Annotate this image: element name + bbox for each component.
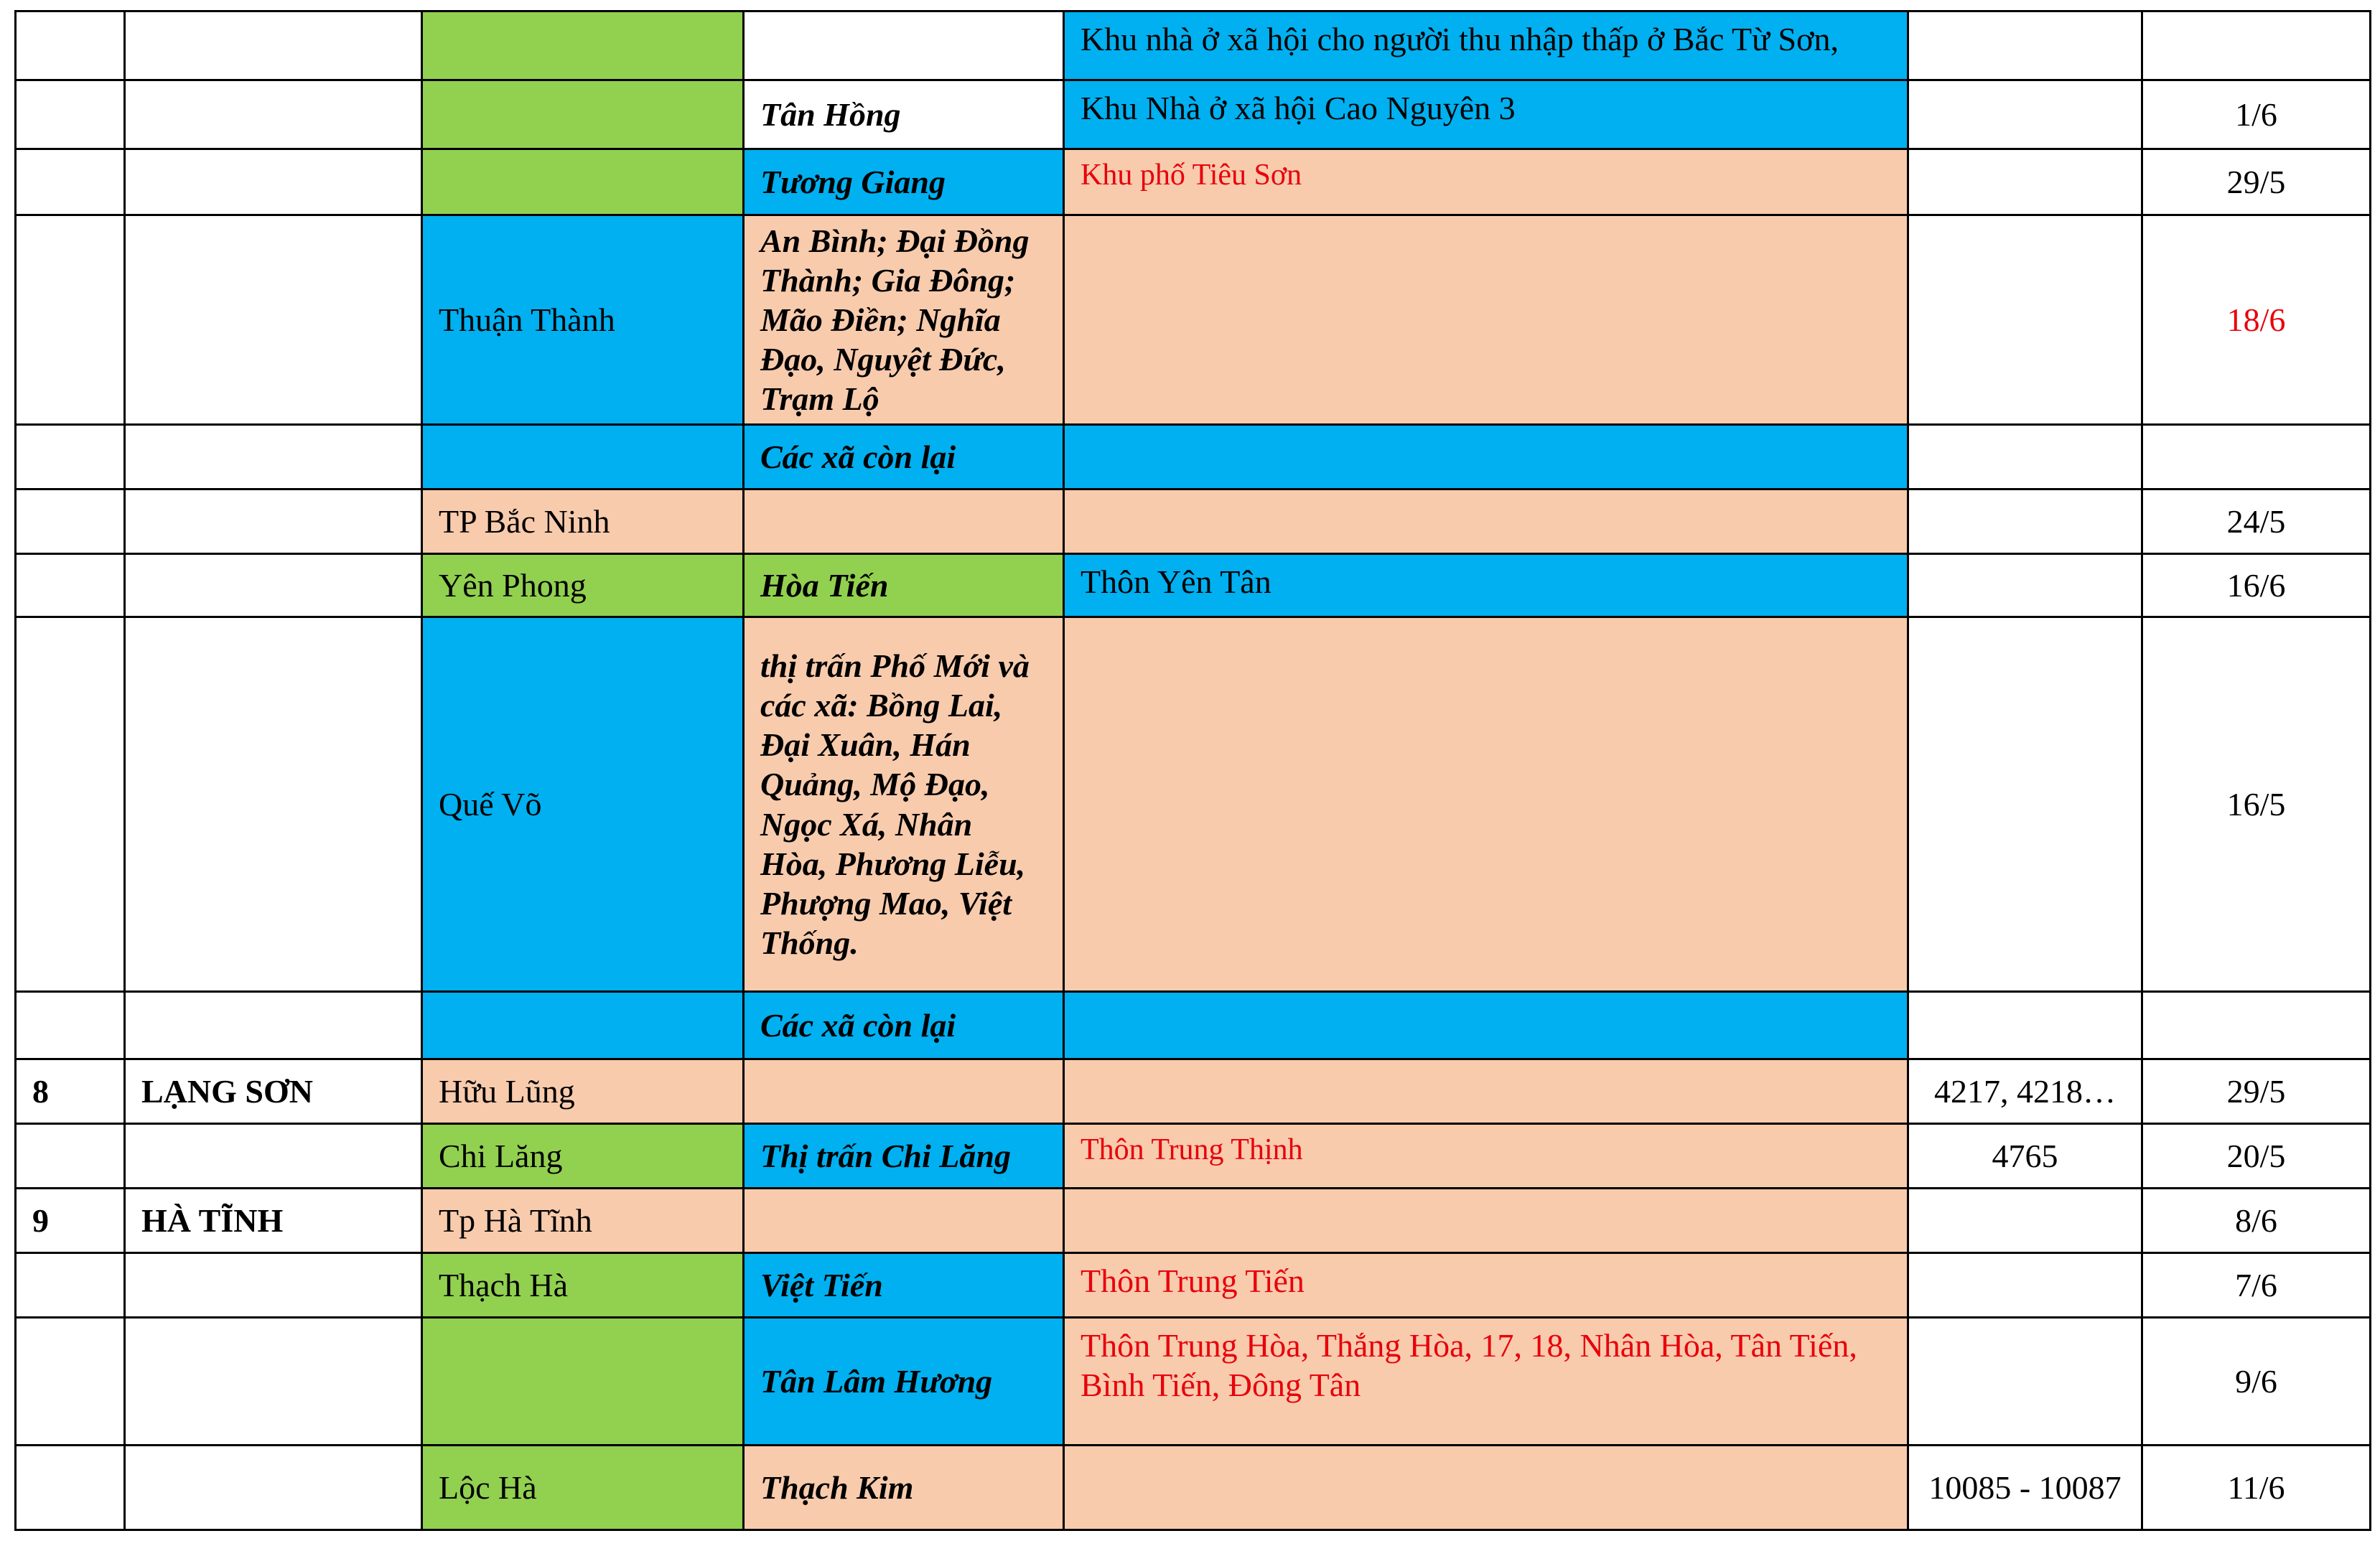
cell-area: Thôn Trung Thịnh	[1064, 1124, 1908, 1189]
cell-area: Khu nhà ở xã hội cho người thu nhập thấp ở Bắc Từ Sơn,	[1064, 11, 1908, 80]
table-row	[16, 80, 2371, 149]
cell-commune: Các xã còn lại	[744, 425, 1064, 490]
cell-code	[1908, 149, 2142, 215]
cell-district: Lộc Hà	[422, 1446, 744, 1530]
cell-index	[16, 1253, 125, 1318]
cell-code	[1908, 617, 2142, 992]
cell-area	[1064, 490, 1908, 554]
cell-district: Hữu Lũng	[422, 1059, 744, 1124]
cell-district	[422, 149, 744, 215]
cell-commune	[744, 1189, 1064, 1253]
cell-area	[1064, 425, 1908, 490]
cell-province	[125, 215, 422, 425]
cell-province	[125, 992, 422, 1059]
cell-date: 29/5	[2142, 149, 2371, 215]
cell-code	[1908, 992, 2142, 1059]
cell-commune: Việt Tiến	[744, 1253, 1064, 1318]
cell-area	[1064, 1059, 1908, 1124]
cell-code: 10085 - 10087	[1908, 1446, 2142, 1530]
cell-district: Thạch Hà	[422, 1253, 744, 1318]
cell-code	[1908, 215, 2142, 425]
cell-district	[422, 80, 744, 149]
cell-date	[2142, 992, 2371, 1059]
cell-index	[16, 80, 125, 149]
cell-commune: Thị trấn Chi Lăng	[744, 1124, 1064, 1189]
cell-code	[1908, 1189, 2142, 1253]
table-row	[16, 490, 2371, 554]
cell-commune: Tương Giang	[744, 149, 1064, 215]
cell-province	[125, 1253, 422, 1318]
cell-area: Thôn Trung Tiến	[1064, 1253, 1908, 1318]
cell-area	[1064, 1189, 1908, 1253]
cell-area: Khu phố Tiêu Sơn	[1064, 149, 1908, 215]
cell-index	[16, 1446, 125, 1530]
cell-area	[1064, 992, 1908, 1059]
cell-date: 11/6	[2142, 1446, 2371, 1530]
cell-district: TP Bắc Ninh	[422, 490, 744, 554]
cell-date: 7/6	[2142, 1253, 2371, 1318]
cell-commune: Thạch Kim	[744, 1446, 1064, 1530]
cell-province	[125, 1124, 422, 1189]
cell-index	[16, 617, 125, 992]
cell-date: 29/5	[2142, 1059, 2371, 1124]
table-row	[16, 617, 2371, 992]
cell-date	[2142, 425, 2371, 490]
table-row	[16, 992, 2371, 1059]
cell-date: 9/6	[2142, 1318, 2371, 1446]
cell-code: 4217, 4218…	[1908, 1059, 2142, 1124]
table-row	[16, 554, 2371, 617]
cell-district	[422, 425, 744, 490]
table-row	[16, 1189, 2371, 1253]
cell-commune	[744, 11, 1064, 80]
table-row	[16, 11, 2371, 80]
cell-index	[16, 554, 125, 617]
outbreak-area-table	[14, 10, 2371, 1531]
cell-code	[1908, 11, 2142, 80]
cell-district: Thuận Thành	[422, 215, 744, 425]
cell-area	[1064, 1446, 1908, 1530]
cell-area: Khu Nhà ở xã hội Cao Nguyên 3	[1064, 80, 1908, 149]
cell-code	[1908, 490, 2142, 554]
cell-province	[125, 1446, 422, 1530]
cell-date: 16/5	[2142, 617, 2371, 992]
cell-index	[16, 992, 125, 1059]
cell-commune: Tân Lâm Hương	[744, 1318, 1064, 1446]
cell-area	[1064, 617, 1908, 992]
cell-date: 16/6	[2142, 554, 2371, 617]
cell-date: 24/5	[2142, 490, 2371, 554]
cell-commune	[744, 1059, 1064, 1124]
table-row	[16, 1318, 2371, 1446]
cell-province	[125, 490, 422, 554]
cell-district	[422, 11, 744, 80]
cell-code	[1908, 1318, 2142, 1446]
cell-index: 8	[16, 1059, 125, 1124]
cell-commune: An Bình; Đại Đồng Thành; Gia Đông; Mão Điền; Nghĩa Đạo, Nguyệt Đức, Trạm Lộ	[744, 215, 1064, 425]
table-row	[16, 215, 2371, 425]
cell-province: LẠNG SƠN	[125, 1059, 422, 1124]
cell-area: Thôn Trung Hòa, Thắng Hòa, 17, 18, Nhân Hòa, Tân Tiến, Bình Tiến, Đông Tân	[1064, 1318, 1908, 1446]
table-row	[16, 1446, 2371, 1530]
cell-province	[125, 1318, 422, 1446]
cell-province: HÀ TĨNH	[125, 1189, 422, 1253]
cell-index	[16, 1318, 125, 1446]
cell-date: 20/5	[2142, 1124, 2371, 1189]
table-row	[16, 1059, 2371, 1124]
cell-province	[125, 425, 422, 490]
cell-district: Tp Hà Tĩnh	[422, 1189, 744, 1253]
cell-code	[1908, 1253, 2142, 1318]
cell-area	[1064, 215, 1908, 425]
table-row	[16, 425, 2371, 490]
cell-date: 1/6	[2142, 80, 2371, 149]
cell-index	[16, 425, 125, 490]
cell-province	[125, 617, 422, 992]
cell-code	[1908, 425, 2142, 490]
cell-commune: Hòa Tiến	[744, 554, 1064, 617]
table-row	[16, 149, 2371, 215]
cell-province	[125, 11, 422, 80]
cell-commune: Các xã còn lại	[744, 992, 1064, 1059]
cell-district	[422, 992, 744, 1059]
table-body	[16, 11, 2371, 1530]
cell-commune: Tân Hồng	[744, 80, 1064, 149]
cell-index: 9	[16, 1189, 125, 1253]
cell-commune: thị trấn Phố Mới và các xã: Bồng Lai, Đại Xuân, Hán Quảng, Mộ Đạo, Ngọc Xá, Nhân Hòa, Phương Liễu, Phượng Mao, Việt Thống.	[744, 617, 1064, 992]
cell-code	[1908, 80, 2142, 149]
cell-district: Quế Võ	[422, 617, 744, 992]
cell-code	[1908, 554, 2142, 617]
cell-date: 8/6	[2142, 1189, 2371, 1253]
table-row	[16, 1253, 2371, 1318]
cell-index	[16, 149, 125, 215]
cell-district	[422, 1318, 744, 1446]
cell-commune	[744, 490, 1064, 554]
cell-date: 18/6	[2142, 215, 2371, 425]
cell-district: Yên Phong	[422, 554, 744, 617]
cell-index	[16, 1124, 125, 1189]
cell-province	[125, 149, 422, 215]
cell-date	[2142, 11, 2371, 80]
cell-index	[16, 490, 125, 554]
table-row	[16, 1124, 2371, 1189]
cell-district: Chi Lăng	[422, 1124, 744, 1189]
cell-province	[125, 80, 422, 149]
cell-code: 4765	[1908, 1124, 2142, 1189]
cell-area: Thôn Yên Tân	[1064, 554, 1908, 617]
cell-index	[16, 215, 125, 425]
cell-province	[125, 554, 422, 617]
cell-index	[16, 11, 125, 80]
